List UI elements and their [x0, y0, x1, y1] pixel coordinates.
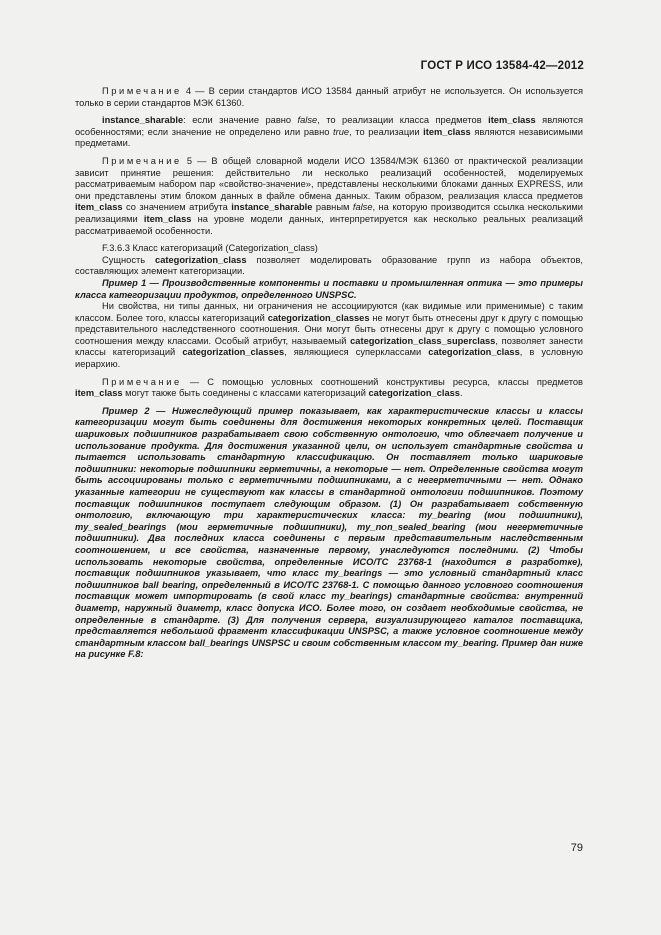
value-false: false [352, 202, 373, 213]
term: categorization_class [368, 388, 460, 399]
section-heading: F.3.6.3 Класс категоризаций (Categorization_class) [102, 243, 318, 254]
note-text: 4 — В серии стандартов ИСО 13584 данный атрибут не используется. Он используется только в серии стандартов МЭК 61360. [75, 86, 583, 108]
text: Сущность [102, 254, 156, 265]
note-last [75, 377, 583, 400]
text: являются независимыми предметами. [75, 126, 583, 149]
text: , на которую производится ссылка несколькими реализациями [75, 202, 583, 224]
term: item_class [143, 213, 192, 224]
text: позволяет моделировать образование групп из набора объектов, составляющих элемент категоризации. [75, 254, 583, 277]
term: instance_sharable [231, 202, 313, 213]
text: , в условную иерархию. [75, 347, 584, 370]
text: со значением атрибута [122, 202, 232, 213]
term: categorization_classes [182, 347, 285, 358]
text: являются особенностями; если значение не определено или равно [75, 115, 583, 137]
text: равным [312, 202, 353, 213]
note-4 [75, 86, 583, 109]
text: , то реализации класса предметов [317, 115, 489, 126]
text: Ни свойства, ни типы данных, ни ограничения не ассоциируются (как видимые или применимые) с таким классом. Более того, классы категоризаций [75, 301, 583, 323]
term: categorization_classes [267, 312, 370, 323]
standard-code-header: ГОСТ Р ИСО 13584-42—2012 [420, 60, 584, 72]
value-true: true [333, 126, 350, 137]
note-5 [75, 156, 583, 237]
categorization-paragraph [75, 255, 583, 278]
text: 5 — В общей словарной модели ИСО 13584/МЭК 61360 от практической реализации зависит принятие решения: действительно ли несколько реализаций особенностей, моделируемых рассматриваемым набором пар «свойство-значение», представлены несколькими блоками данных EXPRESS, или они представлены этим блоком данных в файле обмена данных. Таким образом, реализация класса предметов [75, 155, 583, 201]
term: categorization_class [428, 347, 520, 358]
text: , являющиеся суперклассами [284, 347, 429, 358]
term: item_class [75, 202, 123, 213]
term: item_class [488, 115, 536, 126]
term: item_class [75, 388, 123, 399]
example-1: Пример 1 — Производственные компоненты и поставки и промышленная оптика — это примеры класса категоризации продуктов, определенного UNSPSC. [75, 277, 583, 300]
instance-sharable-paragraph [75, 115, 583, 150]
term: item_class [423, 126, 471, 137]
note-label: Примечание [102, 86, 182, 96]
note-label: Примечание [102, 376, 182, 387]
text: — С помощью условных соотношений конструктивы ресурса, классы предметов [181, 376, 583, 387]
text: : если значение равно [183, 115, 298, 126]
page-number: 79 [570, 842, 583, 854]
text: , то реализации [349, 126, 424, 137]
term: categorization_class_superclass [350, 335, 496, 346]
term: categorization_class [155, 254, 247, 265]
properties-paragraph [75, 301, 583, 371]
document-body [75, 86, 583, 661]
text: не могут быть отнесены друг к другу с помощью представительного наследственного соотношения. Они могут быть отнесены друг к другу с помощью условного соотношения между классами. Особый атрибут, называемый [75, 312, 584, 346]
text: на уровне модели данных, интерпретируется как несколько реальных реализаций рассматриваемой особенности. [75, 213, 583, 236]
text: . [459, 388, 463, 399]
note-label: Примечание [102, 155, 182, 166]
term: instance_sharable [102, 115, 184, 126]
text: могут также быть соединены с классами категоризаций [122, 388, 369, 399]
example-2: Пример 2 — Нижеследующий пример показывает, как характеристические классы и классы категоризации могут быть соединены для достижения некоторых конкретных целей. Поставщик шариковых подшипников разрабатывает свою собственную онтологию, что облегчает получение и использование продукта. Для достижения указанной цели, он использует стандартные свойства и пытается использовать стандартную классификацию. Он поставляет только шариковые подшипники: некоторые подшипники герметичны, а некоторые — нет. Определенные свойства могут быть ассоциированы только с герметичными подшипниками, а с негерметичными — нет. Однако указанные категории не существуют как классы в стандартной онтологии подшипников. Поэтому поставщик подшипников поступает следующим образом. (1) Он разрабатывает собственную онтологию, включающую три характеристических класса: my_bearing (мои подшипники), my_sealed_bearings (мои герметичные подшипники), my_non_sealed_bearing (мои негерметичные подшипники). Два последних класса соединены с первым представительным наследственным соотношением, и все свойства, назначенные первому, унаследуются последними. (2) Чтобы использовать некоторые свойства, определенные ИСО/ТС 23768-1 (находится в разработке), поставщик подшипников указывает, что класс my_bearings — это условный стандартный класс подшипников ball bearing, определенный в ИСО/ТС 23768-1. С помощью данного условного соотношения поставщик может импортировать (в свой класс my_bearings) стандартные свойства: внутренний диаметр, наружный диаметр, класс допуска ИСО. Более того, он создает необходимые свойства, не определенные в стандарте. (3) Для получения сервера, визуализирующего каталог поставщика, представляется небольшой фрагмент классификации UNSPSC, а также условное соотношение между стандартным классом ball_bearings UNSPSC и своим собственным классом my_bearing. Пример дан ниже на рисунке F.8: [75, 405, 583, 660]
text: , позволяет занести классы категоризаций [75, 335, 583, 358]
value-false: false [297, 115, 318, 126]
